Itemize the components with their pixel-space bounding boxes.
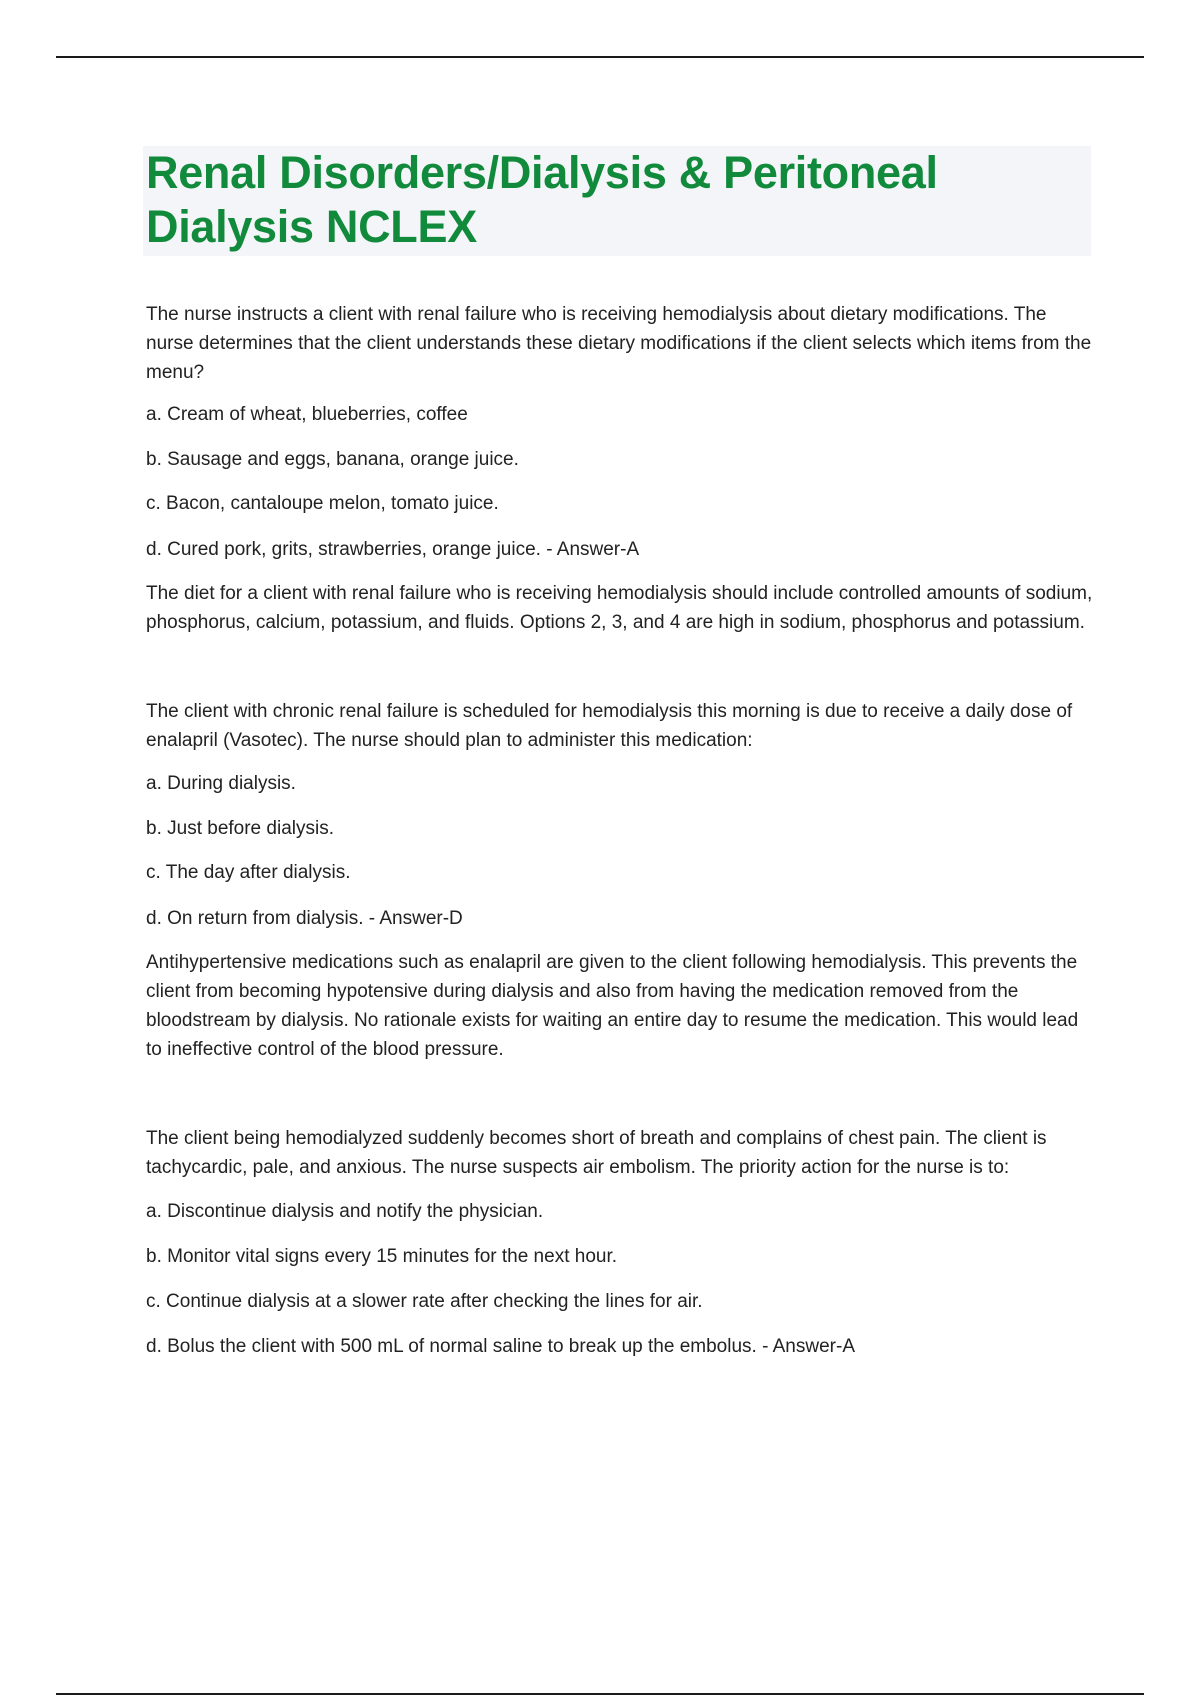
top-divider bbox=[56, 56, 1144, 58]
question-3-option-a: a. Discontinue dialysis and notify the physician. bbox=[146, 1201, 544, 1222]
document-title: Renal Disorders/Dialysis & Peritoneal Dialysis NCLEX bbox=[146, 147, 938, 252]
question-3-option-b: b. Monitor vital signs every 15 minutes for the next hour. bbox=[146, 1246, 618, 1267]
question-1-option-c: c. Bacon, cantaloupe melon, tomato juice. bbox=[146, 493, 499, 514]
document-body bbox=[146, 300, 1098, 1361]
question-2-option-d: d. On return from dialysis. - Answer-D bbox=[146, 908, 463, 929]
question-3-option-c: c. Continue dialysis at a slower rate after checking the lines for air. bbox=[146, 1291, 703, 1312]
question-2-option-b: b. Just before dialysis. bbox=[146, 818, 334, 839]
question-3-text: The client being hemodialyzed suddenly becomes short of breath and complains of chest pain. The client is tachycardic, pale, and anxious. The nurse suspects air embolism. The priority action for the nurse is to: bbox=[146, 1128, 1047, 1178]
question-1-option-a: a. Cream of wheat, blueberries, coffee bbox=[146, 404, 468, 425]
question-3-option-d: d. Bolus the client with 500 mL of normal saline to break up the embolus. - Answer-A bbox=[146, 1336, 855, 1357]
question-1-option-d: d. Cured pork, grits, strawberries, orange juice. - Answer-A bbox=[146, 539, 640, 560]
question-2-rationale: Antihypertensive medications such as enalapril are given to the client following hemodialysis. This prevents the client from becoming hypotensive during dialysis and also from having the medication removed from the bloodstream by dialysis. No rationale exists for waiting an entire day to resume the medication. This would lead to ineffective control of the blood pressure. bbox=[146, 952, 1079, 1060]
question-1-option-b: b. Sausage and eggs, banana, orange juice. bbox=[146, 449, 519, 470]
question-2-text: The client with chronic renal failure is scheduled for hemodialysis this morning is due to receive a daily dose of enalapril (Vasotec). The nurse should plan to administer this medication: bbox=[146, 701, 1073, 751]
bottom-divider bbox=[56, 1693, 1144, 1695]
question-1-rationale: The diet for a client with renal failure who is receiving hemodialysis should include controlled amounts of sodium, phosphorus, calcium, potassium, and fluids. Options 2, 3, and 4 are high in sodium, phosphorus and potassium. bbox=[146, 583, 1093, 633]
question-2-option-a: a. During dialysis. bbox=[146, 773, 296, 794]
question-1-text: The nurse instructs a client with renal failure who is receiving hemodialysis about dietary modifications. The nurse determines that the client understands these dietary modifications if the client selects which items from the menu? bbox=[146, 304, 1092, 383]
question-2-option-c: c. The day after dialysis. bbox=[146, 862, 351, 883]
